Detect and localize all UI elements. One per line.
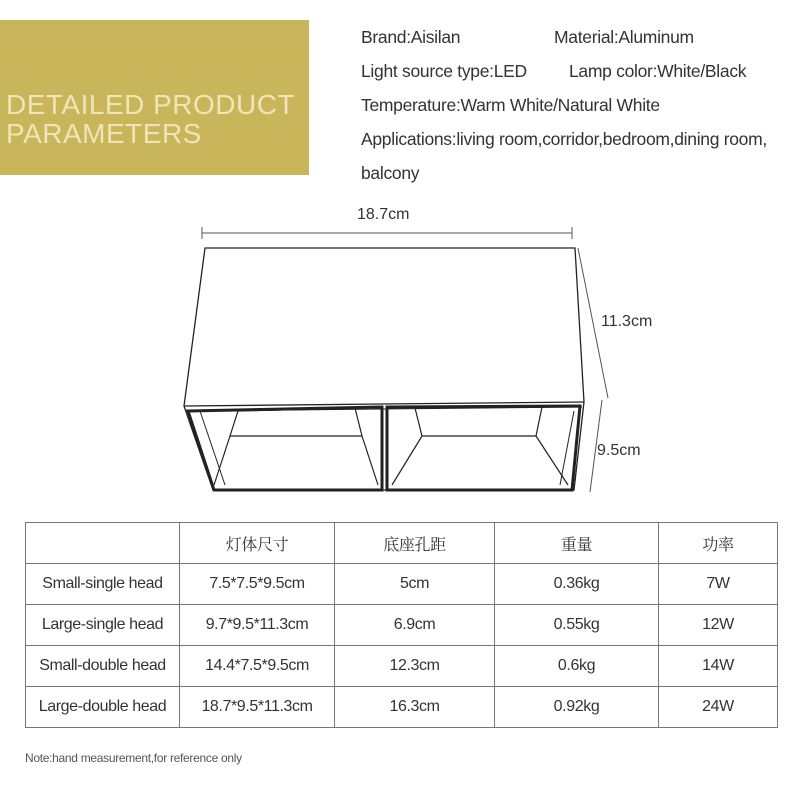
table-cell: 0.92kg bbox=[495, 687, 659, 728]
table-cell: 5cm bbox=[335, 564, 495, 605]
title-banner bbox=[0, 20, 309, 175]
parameters-table bbox=[25, 522, 778, 728]
table-cell: 12W bbox=[659, 605, 778, 646]
table-cell: Small-single head bbox=[26, 564, 180, 605]
dimension-width-label: 18.7cm bbox=[357, 206, 410, 223]
spec-applications-cont: balcony bbox=[361, 163, 420, 183]
table-cell: 0.55kg bbox=[495, 605, 659, 646]
table-cell: 0.36kg bbox=[495, 564, 659, 605]
table-header-cell: 功率 bbox=[659, 523, 778, 564]
table-row bbox=[26, 687, 778, 728]
table-cell: Large-double head bbox=[26, 687, 180, 728]
table-cell: 6.9cm bbox=[335, 605, 495, 646]
table-cell: 14.4*7.5*9.5cm bbox=[180, 646, 335, 687]
table-cell: 14W bbox=[659, 646, 778, 687]
product-dimension-drawing bbox=[170, 200, 670, 500]
banner-title-line2: PARAMETERS bbox=[6, 118, 202, 149]
table-cell: 18.7*9.5*11.3cm bbox=[180, 687, 335, 728]
spec-brand: Brand:Aisilan bbox=[361, 27, 461, 47]
table-header-row bbox=[26, 523, 778, 564]
table-header-cell bbox=[26, 523, 180, 564]
table-cell: 0.6kg bbox=[495, 646, 659, 687]
table-header-cell: 底座孔距 bbox=[335, 523, 495, 564]
spec-light-source: Light source type:LED bbox=[361, 61, 527, 81]
table-cell: 16.3cm bbox=[335, 687, 495, 728]
spec-lamp-color: Lamp color:White/Black bbox=[569, 61, 747, 81]
spec-temperature: Temperature:Warm White/Natural White bbox=[361, 95, 660, 115]
banner-title-line1: DETAILED PRODUCT bbox=[6, 89, 296, 120]
table-cell: 7W bbox=[659, 564, 778, 605]
table-row bbox=[26, 646, 778, 687]
table-cell: 7.5*7.5*9.5cm bbox=[180, 564, 335, 605]
table-cell: 12.3cm bbox=[335, 646, 495, 687]
table-header-cell: 灯体尺寸 bbox=[180, 523, 335, 564]
dimension-height-top-label: 11.3cm bbox=[601, 313, 653, 330]
table-cell: 9.7*9.5*11.3cm bbox=[180, 605, 335, 646]
table-cell: Large-single head bbox=[26, 605, 180, 646]
banner-title bbox=[6, 90, 295, 148]
table-row bbox=[26, 605, 778, 646]
spec-material: Material:Aluminum bbox=[554, 27, 694, 47]
footnote: Note:hand measurement,for reference only bbox=[25, 751, 242, 765]
lamp-line-drawing bbox=[170, 200, 670, 500]
dimension-height-bottom-label: 9.5cm bbox=[597, 442, 641, 459]
table-row bbox=[26, 564, 778, 605]
table-cell: 24W bbox=[659, 687, 778, 728]
table-header-cell: 重量 bbox=[495, 523, 659, 564]
spec-applications: Applications:living room,corridor,bedroom,dining room, bbox=[361, 129, 767, 149]
table-cell: Small-double head bbox=[26, 646, 180, 687]
